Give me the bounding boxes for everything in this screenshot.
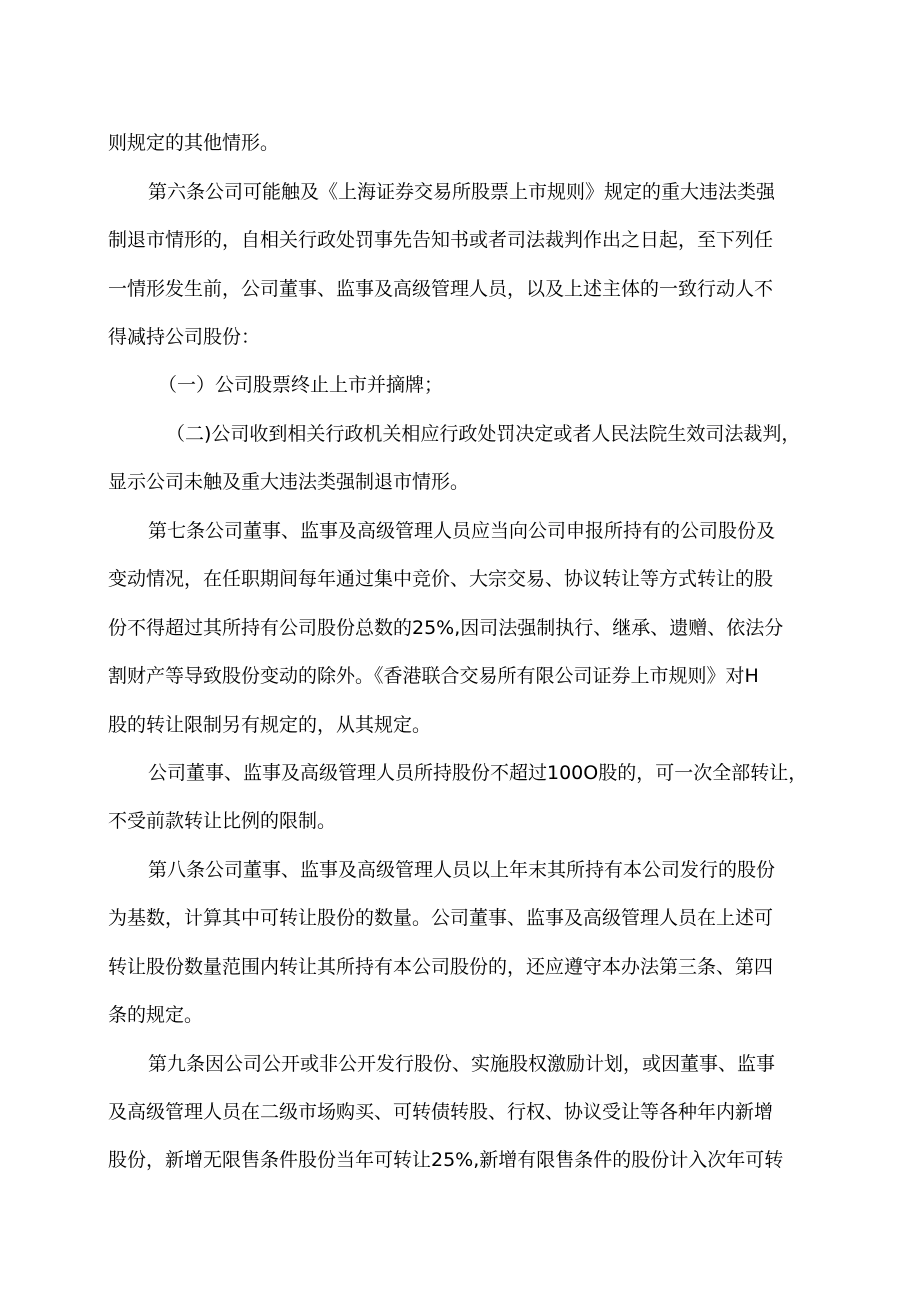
text-line: 一情形发生前，公司董事、监事及高级管理人员，以及上述主体的一致行动人不: [108, 278, 774, 300]
text-line: 股份，新增无限售条件股份当年可转让25%,新增有限售条件的股份计入次年可转: [108, 1149, 784, 1171]
text-line: 割财产等导致股份变动的除外。《香港联合交易所有限公司证券上市规则》对H: [108, 665, 759, 687]
text-line: 为基数，计算其中可转让股份的数量。公司董事、监事及高级管理人员在上述可: [108, 907, 774, 929]
text-line: 公司董事、监事及高级管理人员所持股份不超过100O股的，可一次全部转让，: [148, 762, 808, 784]
text-line: 第九条因公司公开或非公开发行股份、实施股权激励计划，或因董事、监事: [148, 1053, 776, 1075]
text-line: （一）公司股票终止上市并摘牌；: [158, 374, 444, 396]
text-line: 及高级管理人员在二级市场购买、可转债转股、行权、协议受让等各种年内新增: [108, 1101, 774, 1123]
text-line: 股的转让限制另有规定的，从其规定。: [108, 714, 432, 736]
text-line: 第八条公司董事、监事及高级管理人员以上年末其所持有本公司发行的股份: [148, 859, 776, 881]
text-line: 得减持公司股份：: [108, 326, 261, 348]
text-line: 制退市情形的，自相关行政处罚事先告知书或者司法裁判作出之日起，至下列任: [108, 229, 774, 251]
text-line: 份不得超过其所持有公司股份总数的25%,因司法强制执行、继承、遗赠、依法分: [108, 617, 784, 639]
text-line: 变动情况，在任职期间每年通过集中竞价、大宗交易、协议转让等方式转让的股: [108, 568, 774, 590]
text-line: 显示公司未触及重大违法类强制退市情形。: [108, 471, 470, 493]
text-line: 不受前款转让比例的限制。: [108, 810, 337, 832]
text-line: 第七条公司董事、监事及高级管理人员应当向公司申报所持有的公司股份及: [148, 520, 776, 542]
text-line: 则规定的其他情形。: [108, 132, 280, 154]
text-line: 条的规定。: [108, 1004, 204, 1026]
text-line: （二)公司收到相关行政机关相应行政处罚决定或者人民法院生效司法裁判，: [166, 423, 801, 445]
text-line: 转让股份数量范围内转让其所持有本公司股份的，还应遵守本办法第三条、第四: [108, 956, 774, 978]
text-line: 第六条公司可能触及《上海证券交易所股票上市规则》规定的重大违法类强: [148, 181, 776, 203]
